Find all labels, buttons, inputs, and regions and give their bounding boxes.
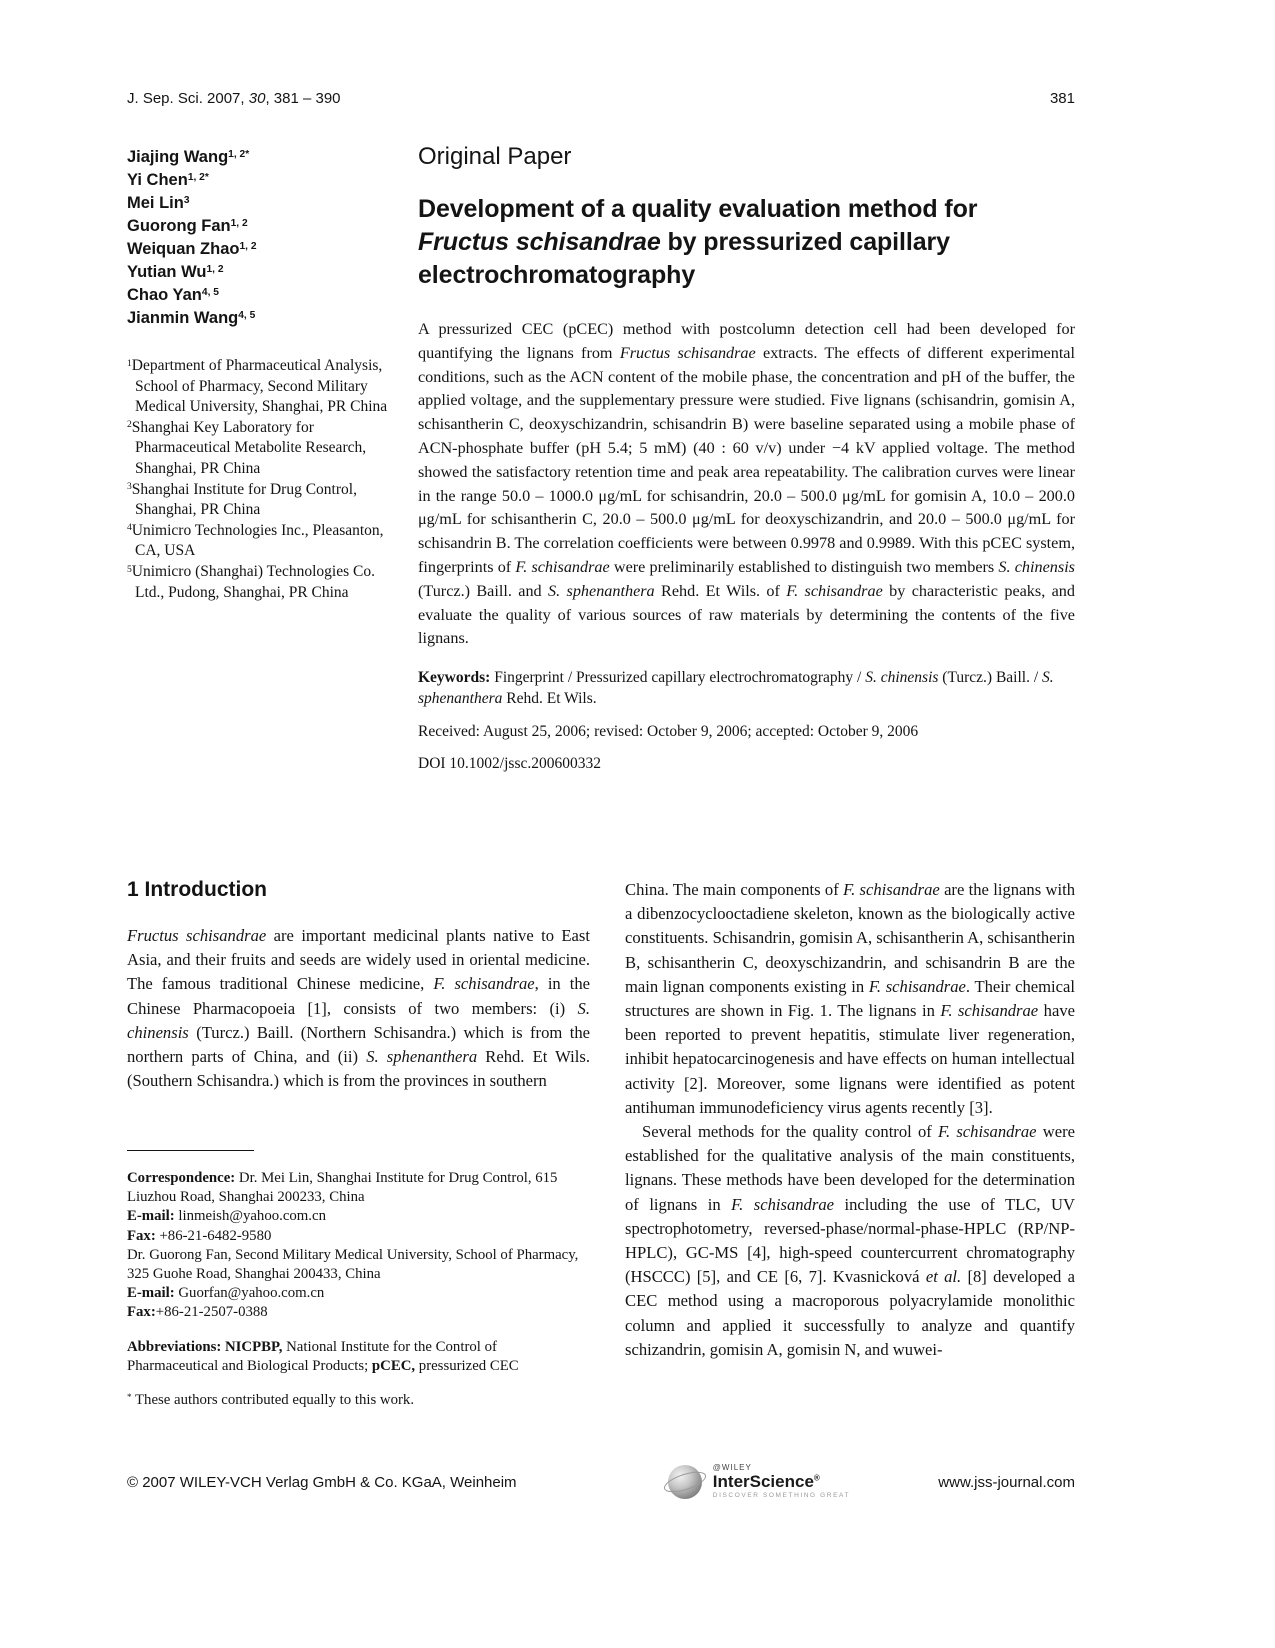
article-category: Original Paper <box>418 143 572 170</box>
affiliation: $^4$Unimicro Technologies Inc., Pleasanton, CA, USA <box>127 521 384 560</box>
affiliation: $^5$Unimicro (Shanghai) Technologies Co. Ltd., Pudong, Shanghai, PR China <box>127 562 375 601</box>
abstract: A pressurized CEC (pCEC) method with postcolumn detection cell had been developed for quantifying the lignans from Fructus schisandrae extracts. The effects of different experimental conditions, such as the ACN content of the mobile phase, the concentration and pH of the buffer, the applied voltage, and the supplementary pressure were studied. Five lignans (schisandrin, gomisin A, schisantherin C, deoxyschizandrin, schisandrin B) were baseline separated using a mobile phase of ACN-phosphate buffer (pH 5.4; 5 mM) (40 : 60 v/v) under −4 kV applied voltage. The method showed the satisfactory retention time and peak area repeatability. The calibration curves were linear in the range 50.0 – 1000.0 μg/mL for schisandrin, 20.0 – 500.0 μg/mL for gomisin A, 10.0 – 200.0 μg/mL for schisantherin C, 20.0 – 500.0 μg/mL for deoxyschizandrin, and 20.0 – 500.0 μg/mL for schisandrin B. The correlation coefficients were between 0.9978 and 0.9989. With this pCEC system, fingerprints of F. schisandrae were preliminarily established to distinguish two members S. chinensis (Turcz.) Baill. and S. sphenanthera Rehd. Et Wils. of F. schisandrae by characteristic peaks, and evaluate the quality of various sources of raw materials by determining the contents of the five lignans. <box>418 320 1075 648</box>
affiliation: $^2$Shanghai Key Laboratory for Pharmaceutical Metabolite Research, Shanghai, PR China <box>127 418 367 477</box>
interscience-tagline: DISCOVER SOMETHING GREAT <box>712 1492 851 1500</box>
author-name: Yutian Wu$^{1, 2}$ <box>127 263 224 281</box>
wiley-logo-text: @WILEY <box>712 1463 752 1473</box>
registered-mark: ® <box>813 1473 820 1483</box>
copyright-notice: © 2007 WILEY-VCH Verlag GmbH & Co. KGaA, Weinheim <box>127 1473 517 1491</box>
page-number: 381 <box>1049 90 1075 107</box>
correspondence-fax: Fax: +86-21-6482-9580 <box>127 1227 272 1244</box>
introduction-paragraph: Fructus schisandrae are important medicinal plants native to East Asia, and their fruits and seeds are widely used in oriental medicine. The famous traditional Chinese medicine, F. schisandrae, in the Chinese Pharmacopoeia [1], consists of two members: (i) S. chinensis (Turcz.) Baill. (Northern Schisandra.) which is from the northern parts of China, and (ii) S. sphenanthera Rehd. Et Wils. (Southern Schisandra.) which is from the provinces in southern <box>127 926 591 1091</box>
correspondence: Correspondence: Dr. Mei Lin, Shanghai Institute for Drug Control, 615 Liuzhou Road, Shanghai 200233, China <box>127 1170 558 1206</box>
journal-website: www.jss-journal.com <box>938 1473 1075 1491</box>
correspondence-email: E-mail: linmeish@yahoo.com.cn <box>127 1208 326 1225</box>
interscience-logo <box>665 1462 850 1502</box>
correspondence-email: E-mail: Guorfan@yahoo.com.cn <box>127 1285 325 1302</box>
page-footer <box>127 1456 1075 1508</box>
affiliation: $^3$Shanghai Institute for Drug Control, Shanghai, PR China <box>127 480 357 519</box>
correspondence-fax: Fax:+86-21-2507-0388 <box>127 1304 268 1321</box>
journal-citation: J. Sep. Sci. 2007, 30, 381 – 390 <box>127 90 341 107</box>
author-name: Yi Chen$^{1, 2*}$ <box>127 171 209 189</box>
interscience-sphere-icon <box>665 1462 705 1502</box>
author-name: Jianmin Wang$^{4, 5}$ <box>127 309 256 327</box>
author-name: Chao Yan$^{4, 5}$ <box>127 286 219 304</box>
introduction-paragraph: China. The main components of F. schisandrae are the lignans with a dibenzocyclooctadiene skeleton, known as the biologically active constituents. Schisandrin, gomisin A, schisantherin A, schisantherin B, schisantherin C, deoxyschizandrin, and schisandrin B are the main lignan components existing in F. schisandrae. Their chemical structures are shown in Fig. 1. The lignans in F. schisandrae have been reported to prevent hepatitis, stimulate liver regeneration, inhibit hepatocarcinogenesis and have effects on human intellectual activity [2]. Moreover, some lignans were identified as potent antihuman immunodeficiency virus agents recently [3]. <box>625 880 1075 1117</box>
author-affiliation-column <box>127 146 405 603</box>
interscience-logo-text: InterScience® <box>712 1472 820 1492</box>
running-head <box>127 90 1075 107</box>
footnote-area <box>127 1150 590 1410</box>
author-name: Mei Lin$^3$ <box>127 194 190 212</box>
article-title: Development of a quality evaluation method for Fructus schisandrae by pressurized capillary electrochromatography <box>418 195 978 289</box>
equal-contribution-note: * These authors contributed equally to this work. <box>127 1391 415 1409</box>
keywords: Keywords: Fingerprint / Pressurized capillary electrochromatography / S. chinensis (Turcz.) Baill. / S. sphenanthera Rehd. Et Wils. <box>418 669 1054 708</box>
footnote-rule <box>127 1150 254 1151</box>
body-column-left <box>127 878 590 1093</box>
article-header-column <box>418 143 1075 773</box>
author-name: Guorong Fan$^{1, 2}$ <box>127 217 248 235</box>
author-name: Jiajing Wang$^{1, 2*}$ <box>127 148 250 166</box>
introduction-paragraph: Several methods for the quality control of F. schisandrae were established for the qualitative analysis of the main constituents, lignans. These methods have been developed for the determination of lignans in F. schisandrae including the use of TLC, UV spectrophotometry, reversed-phase/normal-phase-HPLC (RP/NP-HPLC), GC-MS [4], high-speed countercurrent chromatography (HSCCC) [5], and CE [6, 7]. Kvasnicková et al. [8] developed a CEC method using a macroporous polyacrylamide monolithic column and applied it successfully to analyze and quantify schizandrin, gomisin A, gomisin N, and wuwei- <box>625 1122 1075 1359</box>
received-dates: Received: August 25, 2006; revised: October 9, 2006; accepted: October 9, 2006 <box>418 723 919 741</box>
author-name: Weiquan Zhao$^{1, 2}$ <box>127 240 257 258</box>
section-heading-introduction: 1 Introduction <box>127 878 267 901</box>
affiliation: $^1$Department of Pharmaceutical Analysis, School of Pharmacy, Second Military Medical University, Shanghai, PR China <box>127 357 388 416</box>
doi: DOI 10.1002/jssc.200600332 <box>418 755 601 773</box>
abbreviations: Abbreviations: NICPBP, National Institute for the Control of Pharmaceutical and Biological Products; pCEC, pressurized CEC <box>127 1338 519 1374</box>
author-list <box>127 146 405 330</box>
correspondence: Dr. Guorong Fan, Second Military Medical University, School of Pharmacy, 325 Guohe Road, Shanghai 200433, China <box>127 1246 579 1283</box>
affiliation-list <box>127 356 405 603</box>
body-column-right <box>625 878 1075 1362</box>
